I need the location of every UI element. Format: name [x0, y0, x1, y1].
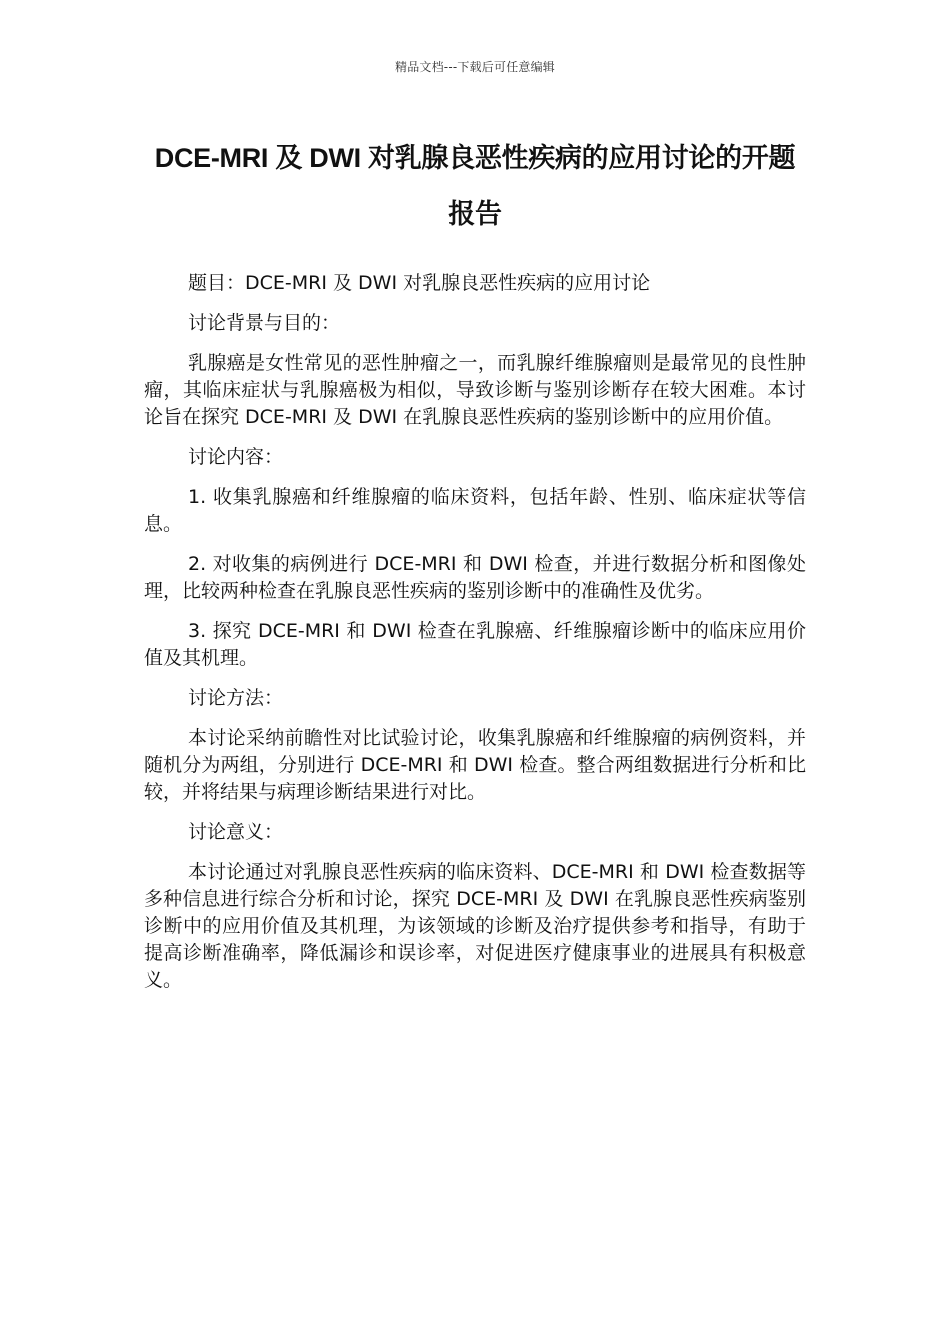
section-label-significance: 讨论意义： [188, 821, 284, 843]
content-item-2: 2. 对收集的病例进行 DCE-MRI 和 DWI 检查，并进行数据分析和图像处理，比较两种检查在乳腺良恶性疾病的鉴别诊断中的准确性及优劣。 [144, 553, 806, 602]
background-paragraph: 乳腺癌是女性常见的恶性肿瘤之一，而乳腺纤维腺瘤则是最常见的良性肿瘤，其临床症状与乳腺癌极为相似，导致诊断与鉴别诊断存在较大困难。本讨论旨在探究 DCE-MRI 及 DWI 在乳腺良恶性疾病的鉴别诊断中的应用价值。 [144, 352, 806, 428]
method-paragraph: 本讨论采纳前瞻性对比试验讨论，收集乳腺癌和纤维腺瘤的病例资料，并随机分为两组，分别进行 DCE-MRI 和 DWI 检查。整合两组数据进行分析和比较，并将结果与病理诊断结果进行对比。 [144, 727, 806, 803]
document-title: DCE-MRI 及 DWI 对乳腺良恶性疾病的应用讨论的开题报告 [154, 143, 796, 229]
section-label-content: 讨论内容： [188, 446, 284, 468]
document-body [144, 270, 806, 1007]
topic-line: 题目：DCE-MRI 及 DWI 对乳腺良恶性疾病的应用讨论 [188, 272, 651, 294]
significance-paragraph: 本讨论通过对乳腺良恶性疾病的临床资料、DCE-MRI 和 DWI 检查数据等多种信息进行综合分析和讨论，探究 DCE-MRI 及 DWI 在乳腺良恶性疾病鉴别诊断中的应用价值及其机理，为该领域的诊断及治疗提供参考和指导，有助于提高诊断准确率，降低漏诊和误诊率，对促进医疗健康事业的进展具有积极意义。 [144, 861, 806, 991]
content-item-1: 1. 收集乳腺癌和纤维腺瘤的临床资料，包括年龄、性别、临床症状等信息。 [144, 486, 806, 535]
header-note: 精品文档---下载后可任意编辑 [395, 60, 555, 74]
section-label-method: 讨论方法： [188, 687, 284, 709]
content-item-3: 3. 探究 DCE-MRI 和 DWI 检查在乳腺癌、纤维腺瘤诊断中的临床应用价值及其机理。 [144, 620, 806, 669]
section-label-background: 讨论背景与目的： [188, 312, 341, 334]
